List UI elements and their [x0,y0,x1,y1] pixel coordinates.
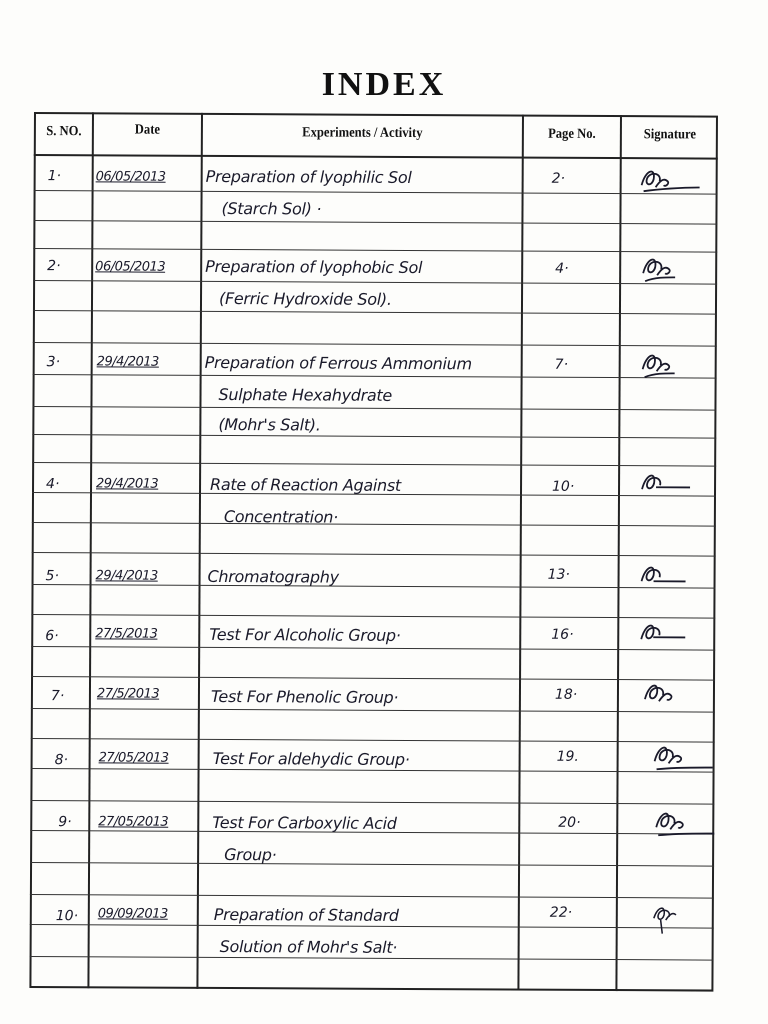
row-experiment-line: Preparation of Standard [213,904,399,925]
row-date: 27/05/2013 [98,814,169,830]
row-sno: 1· [47,168,62,185]
row-sno: 8· [54,752,69,769]
row-experiment-line: (Starch Sol) · [221,198,322,219]
row-page: 7· [554,356,569,373]
row-sno: 3· [46,354,61,371]
header-date: Date [134,122,161,138]
row-date: 06/05/2013 [95,259,166,275]
row-date: 27/05/2013 [98,750,169,766]
signature-mark [648,805,718,839]
row-date: 27/5/2013 [95,626,158,642]
row-experiment-line: Rate of Reaction Against [210,474,401,495]
signature-mark [647,739,717,773]
row-page: 2· [551,170,566,187]
row-experiment-line: Test For Carboxylic Acid [212,812,397,833]
row-date: 29/4/2013 [96,354,159,370]
row-sno: 7· [50,688,65,705]
signature-mark [633,617,703,651]
signature-mark [634,467,704,501]
row-sno: 6· [45,628,59,645]
row-experiment-line: Test For Alcoholic Group· [209,624,401,645]
row-experiment-line: Solution of Mohr's Salt· [219,936,398,957]
row-sno: 9· [58,814,72,831]
row-date: 29/4/2013 [95,568,158,584]
row-sno: 10· [55,908,79,925]
signature-mark [642,901,712,935]
index-table [29,112,718,992]
row-experiment-line: Preparation of Ferrous Ammonium [204,352,472,374]
signature-mark [637,677,707,711]
row-experiment-line: (Mohr's Salt). [218,414,321,435]
row-page: 22· [549,904,573,921]
row-page: 4· [555,260,569,277]
row-page: 19. [556,748,579,765]
row-page: 20· [558,814,581,831]
row-date: 29/4/2013 [96,476,159,492]
row-date: 27/5/2013 [96,686,160,702]
signature-mark [635,251,705,285]
row-sno: 5· [45,568,59,585]
row-experiment-line: Preparation of lyophilic Sol [205,166,412,187]
row-experiment-line: Preparation of lyophobic Sol [205,256,423,278]
row-experiment-line: (Ferric Hydroxide Sol). [218,288,392,309]
row-experiment-line: Chromatography [207,566,339,587]
row-page: 16· [551,626,574,643]
header-experiment: Experiments / Activity [302,125,423,142]
row-experiment-line: Test For aldehydic Group· [212,748,410,769]
signature-mark [634,163,704,197]
row-date: 06/05/2013 [95,169,166,185]
signature-mark [633,559,703,593]
row-page: 18· [554,686,578,703]
page-title: INDEX [321,66,447,103]
row-date: 09/09/2013 [97,906,168,922]
row-experiment-line: Concentration· [223,506,339,527]
row-experiment-line: Sulphate Hexahydrate [218,384,393,405]
header-page: Page No. [548,126,596,142]
row-sno: 2· [47,258,61,275]
row-page: 13· [547,566,570,583]
header-signature: Signature [643,127,697,143]
row-sno: 4· [46,476,60,493]
header-sno: S. NO. [46,124,82,140]
signature-mark [635,347,705,381]
row-experiment-line: Group· [224,845,277,865]
row-page: 10· [552,478,575,495]
row-experiment-line: Test For Phenolic Group· [210,686,399,707]
